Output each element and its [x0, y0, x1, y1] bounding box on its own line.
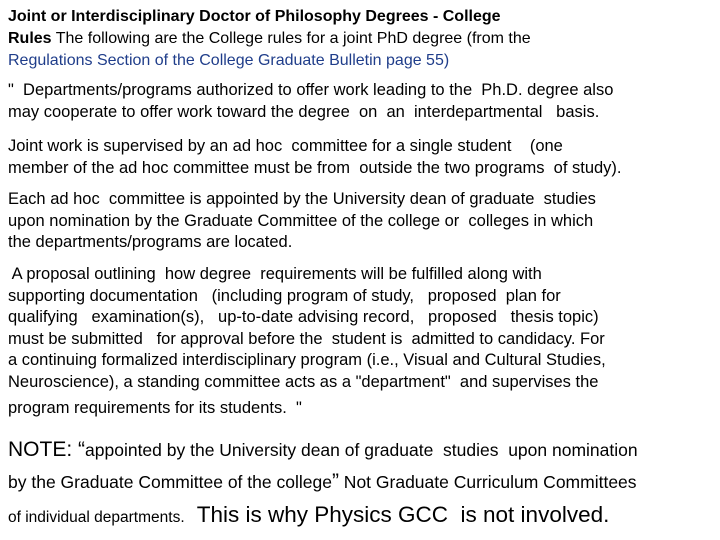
- note-block: [8, 438, 714, 534]
- paragraph-closing-line: program requirements for its students. ": [8, 399, 302, 417]
- paragraph-departments: [8, 80, 714, 123]
- paragraph-line: A proposal outlining how degree requirements will be fulfilled along with: [8, 265, 542, 283]
- note-close-quote: ”: [331, 470, 339, 493]
- paragraph-line: may cooperate to offer work toward the degree on an interdepartmental basis.: [8, 102, 600, 121]
- paragraph-line: Neuroscience), a standing committee acts as a "department" and supervises the: [8, 372, 599, 391]
- note-line-2: [8, 470, 714, 502]
- paragraph-line: the departments/programs are located.: [8, 233, 293, 251]
- paragraph-committee-appointment: [8, 189, 714, 254]
- paragraph-line: upon nomination by the Graduate Committee of the college or colleges in which: [8, 211, 594, 230]
- note-small-text: of individual departments.: [8, 509, 185, 526]
- note-after-quote: Not Graduate Curriculum Committees: [338, 472, 637, 492]
- note-quote-text: by the Graduate Committee of the college: [8, 472, 332, 492]
- paragraph-line: Joint work is supervised by an ad hoc committee for a single student (one: [8, 137, 563, 155]
- paragraph-joint-work: [8, 136, 714, 179]
- paragraph-line: " Departments/programs authorized to offer work leading to the Ph.D. degree also: [8, 81, 614, 99]
- document-intro: [8, 6, 714, 72]
- paragraph-line: a continuing formalized interdisciplinary program (i.e., Visual and Cultural Studies,: [8, 351, 606, 369]
- paragraph-proposal: [8, 264, 714, 423]
- paragraph-line: supporting documentation (including program of study, proposed plan for: [8, 286, 561, 305]
- paragraph-line: must be submitted for approval before the student is admitted to candidacy. For: [8, 329, 605, 348]
- document-title-line-1: Joint or Interdisciplinary Doctor of Philosophy Degrees - College: [8, 8, 501, 25]
- note-quote-text: appointed by the University dean of graduate studies upon nomination: [85, 440, 638, 460]
- paragraph-line: Each ad hoc committee is appointed by the University dean of graduate studies: [8, 190, 596, 208]
- note-open-quote: “: [78, 438, 86, 461]
- note-line-1: [8, 438, 714, 470]
- rules-intro-text: The following are the College rules for a joint PhD degree (from the: [51, 30, 531, 47]
- document-title-line-2: [8, 28, 714, 50]
- rules-heading: Rules: [8, 30, 52, 47]
- note-line-3: [8, 502, 714, 534]
- paragraph-line: qualifying examination(s), up-to-date advising record, proposed thesis topic): [8, 308, 599, 326]
- note-conclusion: This is why Physics GCC is not involved.: [184, 502, 610, 527]
- paragraph-line: member of the ad hoc committee must be from outside the two programs of study).: [8, 158, 622, 177]
- note-label: NOTE:: [8, 438, 79, 461]
- bulletin-reference: Regulations Section of the College Graduate Bulletin page 55): [8, 52, 450, 69]
